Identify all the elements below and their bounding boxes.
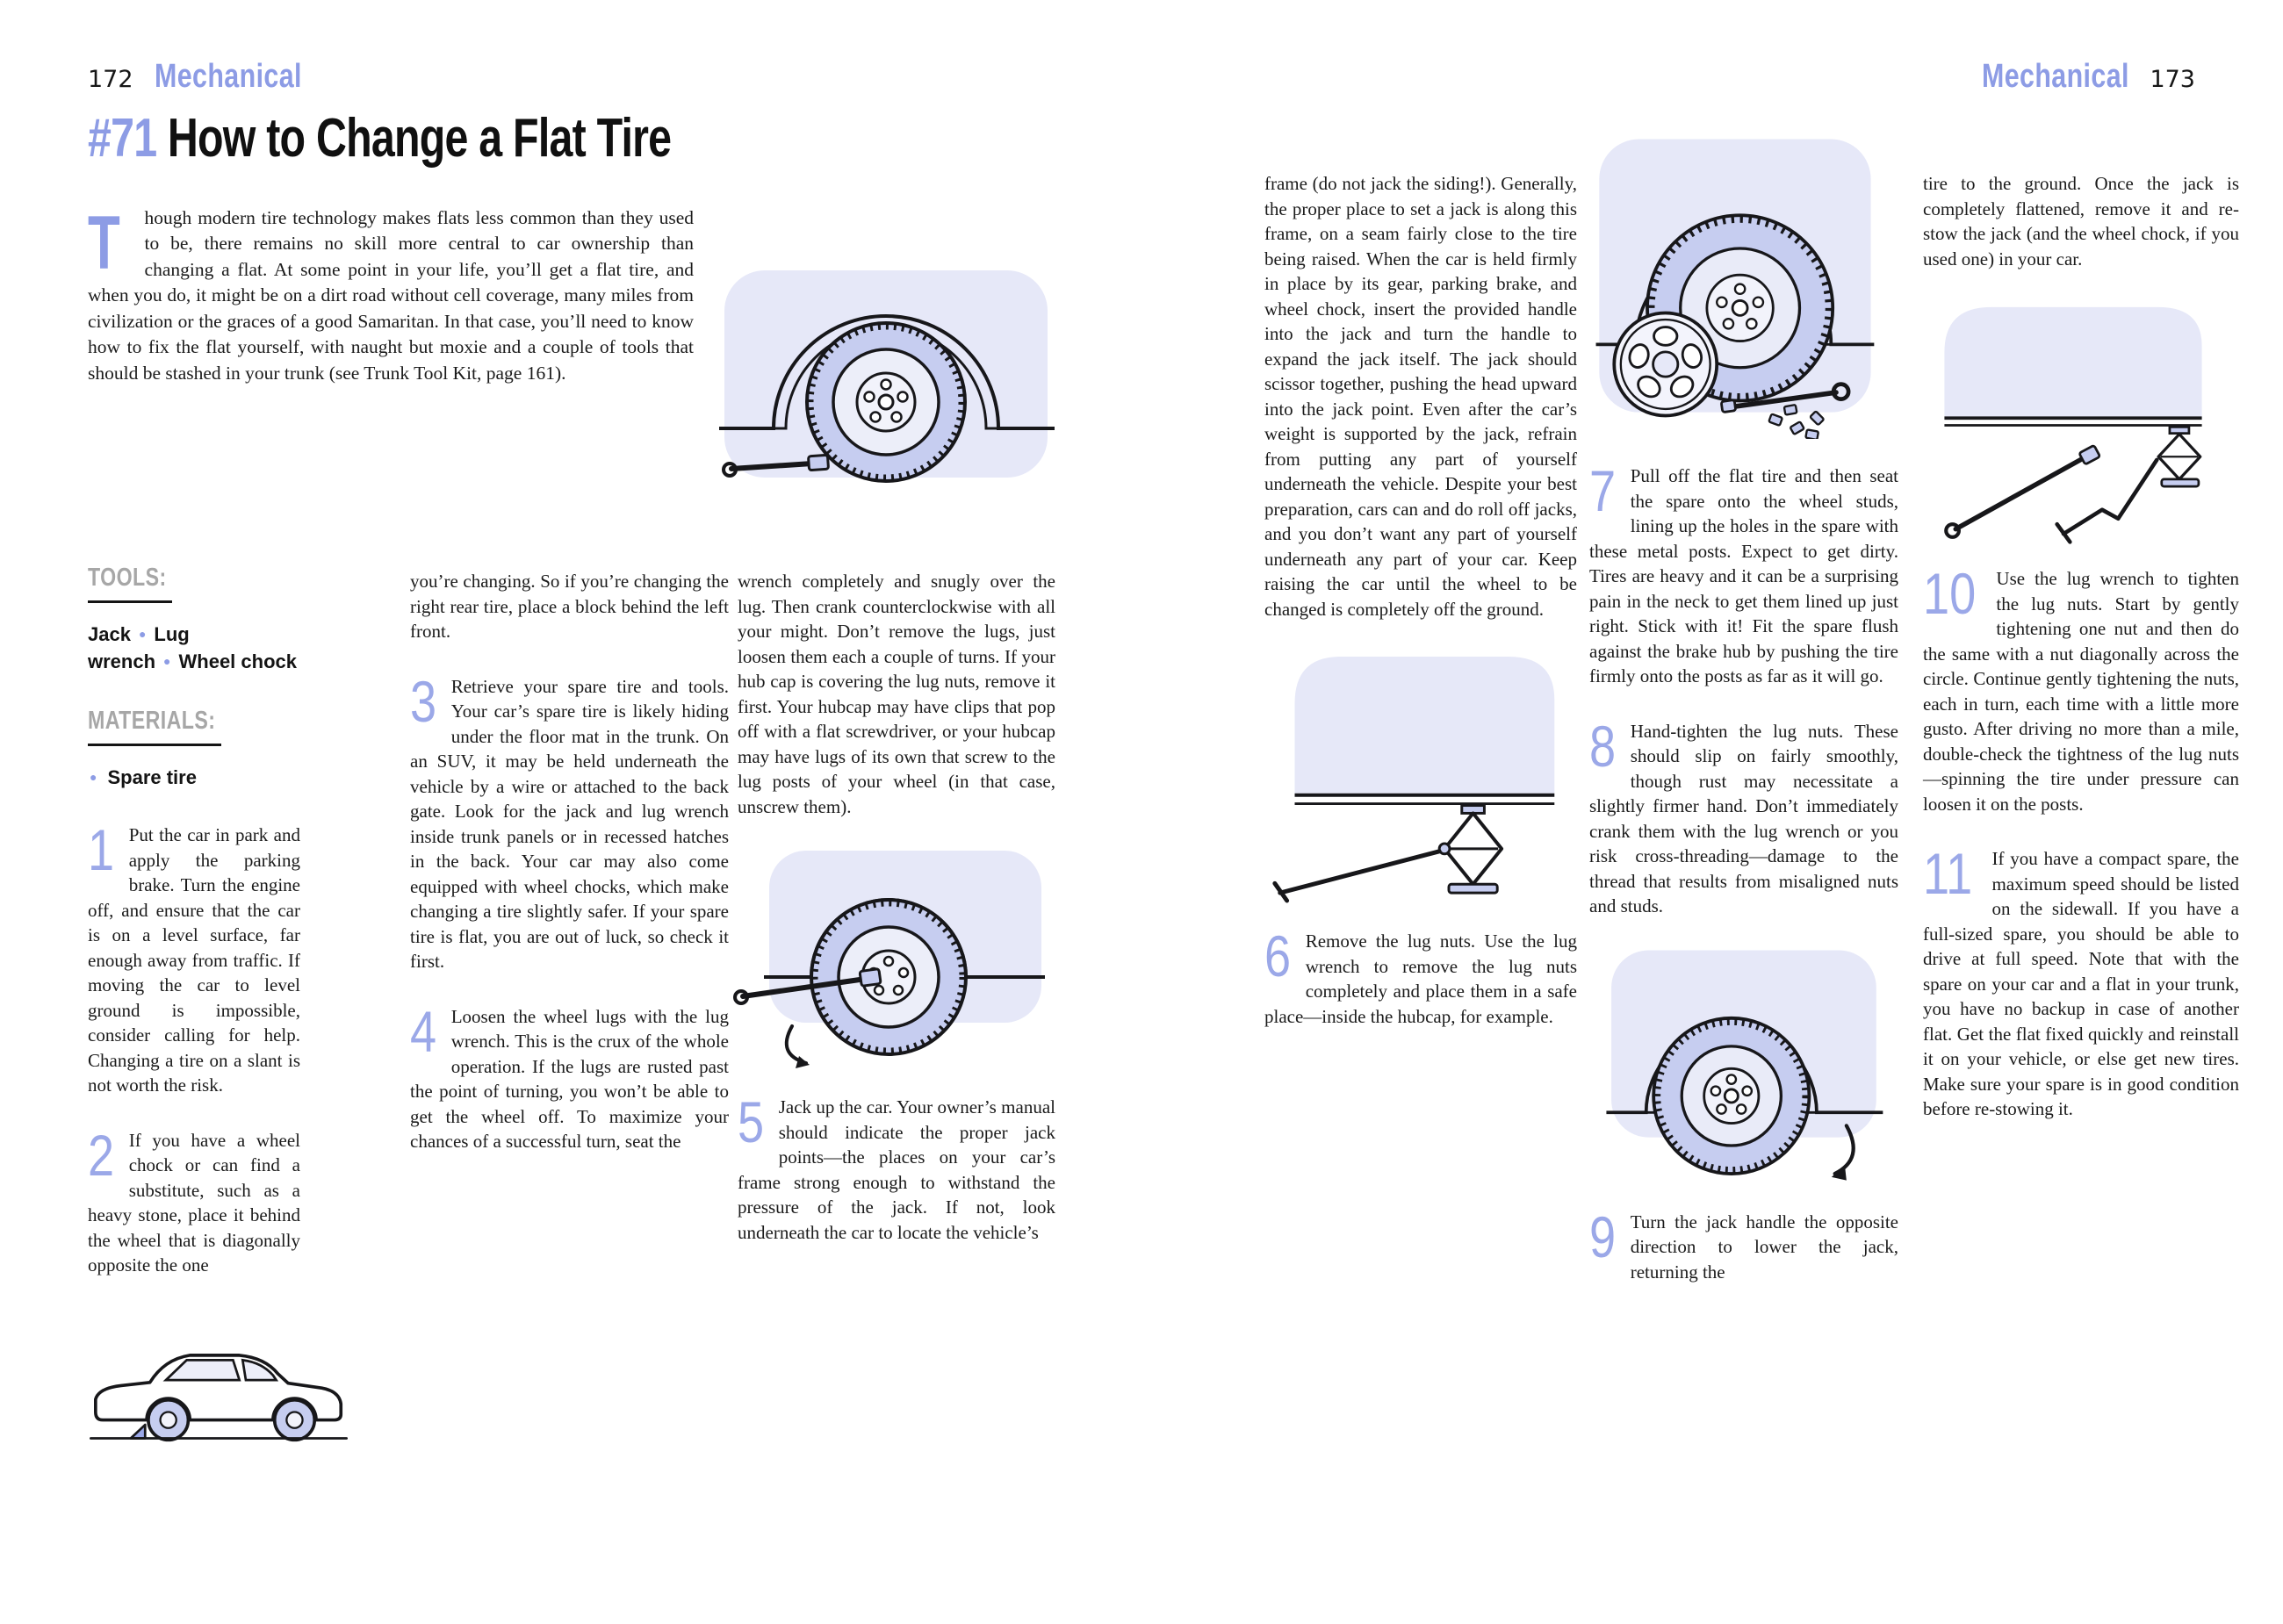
scissor-jack-icon: [1439, 806, 1502, 894]
step-5-continuation: frame (do not jack the siding!). Generally, the proper place to set a jack is along this frame, on a seam fairly close to the tire being raised. When the car is held firmly in place by its gear, parking brake, and wheel chock, insert the provided handle into the jack and turn the handle to expand the jack itself. The jack should scissor together, pushing the head upward into the jack point. Even after the car’s weight is supported by the jack, refrain from putting any part of yourself underneath the vehicle. Despite your best preparation, cars can and do roll off jacks, and you don’t want any part of yourself underneath any part of your car. Keep raising the car until the wheel to be changed is completely off the ground.: [1264, 173, 1577, 620]
drop-cap: T: [88, 200, 120, 285]
step-2: [88, 1122, 300, 1278]
step-8-text: Hand-tighten the lug nuts. These should slip on fairly smoothly, though rust may necessitate a slightly firmer hand. Don’t immediately crank them with the lug wrench or you risk cross-threading—damage to the thread that results from misaligned nuts and studs.: [1589, 720, 1898, 916]
step-7-number: 7: [1589, 458, 1617, 523]
stow-tools-illustration: [1928, 296, 2239, 545]
step-9: [1589, 1204, 1898, 1285]
section-title: Mechanical: [154, 58, 302, 95]
intro-text: hough modern tire technology makes flats less common than they used to be, there remains no skill more central to car ownership than changing a flat. At some point in your life, you’ll get a flat tire, and when you do, it might be on a dirt road without cell coverage, many miles from civilization or the graces of a good Samaritan. In that case, you’ll need to know how to fix the flat yourself, with naught but moxie and a couple of tools that should be stashed in your trunk (see Trunk Tool Kit, page 161).: [88, 206, 694, 384]
material-item: ● Spare tire: [88, 766, 197, 788]
page-173: [1142, 0, 2283, 1624]
spare-tire-and-rim-illustration: [1589, 116, 1898, 439]
step-9-number: 9: [1589, 1204, 1617, 1269]
step-11-text: If you have a compact spare, the maximum speed should be listed on the sidewall. If you have a full-sized spare, you should be able to drive at full speed. Note that with the spare on your car and a flat in your trunk, you have no backup in case of another flat. Get the flat fixed quickly and reinstall it on your vehicle, or else get new tires. Make sure your spare is in good condition before re-stowing it.: [1923, 848, 2239, 1119]
left-column-1: [88, 564, 300, 1443]
stow-tools-illustration-svg: [1928, 296, 2218, 545]
step-4-continuation: wrench completely and snugly over the lug. Then crank counterclockwise with all your might. Don’t remove the lugs, just loosen them each a couple of turns. If your hub cap is covering the lug nuts, remove it first. Your hubcap may have clips that pop off with a flat screwdriver, or your hubcap may have lugs of its own that screw to the lug posts of your wheel (in that case, unscrew them).: [738, 571, 1055, 817]
materials-list: [88, 764, 300, 791]
tool-item: ● Wheel chock: [155, 650, 297, 672]
intro-paragraph: [88, 200, 694, 387]
step-10-text: Use the lug wrench to tighten the lug nuts. Start by gently tightening one nut and then do the same with a nut diagonally across the circle. Continue gently tightening the nuts, each in turn, each time with a little more gusto. After driving no more than a mile, double-check the tightness of the lug nuts—spinning the tire under pressure can loosen it on the posts.: [1923, 568, 2239, 815]
lower-the-car-illustration-svg: [1598, 942, 1888, 1190]
jack-under-frame-illustration-svg: [1264, 648, 1572, 908]
right-column-2: [1589, 116, 1898, 1284]
step-3: [410, 668, 729, 974]
step-1-text: Put the car in park and apply the parking brake. Turn the engine off, and ensure that the car is on a level surface, far enough away from traffic. If moving the car to level ground is impossible, consider calling for help. Changing a tire on a slant is not worth the risk.: [88, 824, 300, 1096]
tools-list: [88, 621, 300, 675]
spare-tire-illustration-svg: [1589, 116, 1879, 439]
alloy-wheel-icon: [1614, 313, 1717, 416]
step-10: [1923, 561, 2239, 816]
wheel-chock-icon: [131, 1425, 145, 1438]
step-1: [88, 817, 300, 1098]
step-3-number: 3: [410, 668, 437, 734]
right-column-1: [1264, 171, 1577, 1029]
step-10-number: 10: [1923, 561, 1977, 626]
car-illustration-svg: [83, 1310, 355, 1443]
step-5-text: Jack up the car. Your owner’s manual should indicate the proper jack points—the places on your car’s frame strong enough to withstand the pressure of the jack. If not, look underneath the car to locate the vehicle’s: [738, 1096, 1055, 1243]
lower-the-car-illustration: [1598, 942, 1898, 1190]
running-header-left: [88, 58, 338, 96]
step-5: [738, 1089, 1055, 1245]
step-9-text: Turn the jack handle the opposite direction to lower the jack, returning the: [1630, 1211, 1898, 1283]
step-6: [1264, 923, 1577, 1029]
section-title: Mechanical: [1981, 58, 2129, 95]
chapter-title: [88, 107, 671, 169]
step-6-text: Remove the lug nuts. Use the lug wrench to remove the lug nuts completely and place them in a safe place—inside the hubcap, for example.: [1264, 931, 1577, 1027]
step-2-number: 2: [88, 1122, 115, 1188]
materials-heading: MATERIALS:: [88, 707, 221, 746]
entry-number: #71: [88, 108, 157, 169]
tool-item: ● Lug wrench: [88, 623, 190, 672]
step-1-number: 1: [88, 817, 115, 882]
step-4-number: 4: [410, 998, 437, 1064]
loosen-lugs-illustration: [718, 845, 1055, 1072]
flat-tire-illustration-svg: [716, 263, 1058, 485]
step-4: [410, 998, 729, 1154]
step-9-continuation: tire to the ground. Once the jack is completely flattened, remove it and re-stow the jack (and the wheel chock, if you used one) in your car.: [1923, 173, 2239, 269]
step-2-text: If you have a wheel chock or can find a substitute, such as a heavy stone, place it behind the wheel that is diagonally opposite the one: [88, 1129, 300, 1275]
step-6-number: 6: [1264, 923, 1292, 988]
jack-handle-icon: [1275, 852, 1439, 901]
car-with-wheel-chock-illustration: [83, 1310, 300, 1443]
loosen-lugs-illustration-svg: [718, 845, 1048, 1072]
page-number: 172: [88, 66, 133, 93]
step-7: [1589, 458, 1898, 689]
jack-crank-icon: [2057, 460, 2157, 542]
tool-item: Jack: [88, 623, 131, 645]
jack-under-frame-illustration: [1264, 648, 1577, 908]
right-column-3: [1923, 171, 2239, 1122]
left-column-2: [410, 569, 729, 1154]
scissor-jack-icon: [2158, 427, 2200, 486]
left-column-3: [738, 569, 1055, 1245]
step-4-text: Loosen the wheel lugs with the lug wrench. This is the crux of the whole operation. If the lugs are rusted past the point of turning, you won’t be able to get the wheel off. To maximize your chances of a successful turn, seat the: [410, 1005, 729, 1152]
step-3-text: Retrieve your spare tire and tools. Your car’s spare tire is likely hiding under the floor mat in the trunk. On an SUV, it may be held underneath the vehicle by a wire or attached to the back gate. Look for the jack and lug wrench inside trunk panels or in recessed hatches in the back. Your car may also come equipped with wheel chocks, which make changing a tire slightly safer. If your spare tire is flat, you are out of luck, so check it first.: [410, 675, 729, 972]
page-number: 173: [2150, 66, 2195, 93]
step-11-number: 11: [1923, 841, 1973, 906]
running-header-right: [1945, 58, 2195, 96]
step-2-continuation: you’re changing. So if you’re changing the right rear tire, place a block behind the left front.: [410, 571, 729, 642]
step-5-number: 5: [738, 1089, 765, 1154]
entry-title: How to Change a Flat Tire: [167, 108, 672, 169]
step-11: [1923, 841, 2239, 1122]
tools-heading: TOOLS:: [88, 564, 172, 603]
step-8-number: 8: [1589, 713, 1617, 779]
rotation-arrow-icon: [787, 1026, 810, 1068]
flat-tire-in-wheel-well-illustration: [716, 263, 1058, 485]
step-8: [1589, 713, 1898, 919]
step-7-text: Pull off the flat tire and then seat the spare onto the wheel studs, lining up the holes in the spare with these metal posts. Expect to get dirty. Tires are heavy and it can be a surprising pain in the neck to get them lined up just right. Stick with it! Fit the spare flush against the brake hub by pushing the tire firmly onto the posts as far as it will go.: [1589, 465, 1898, 686]
